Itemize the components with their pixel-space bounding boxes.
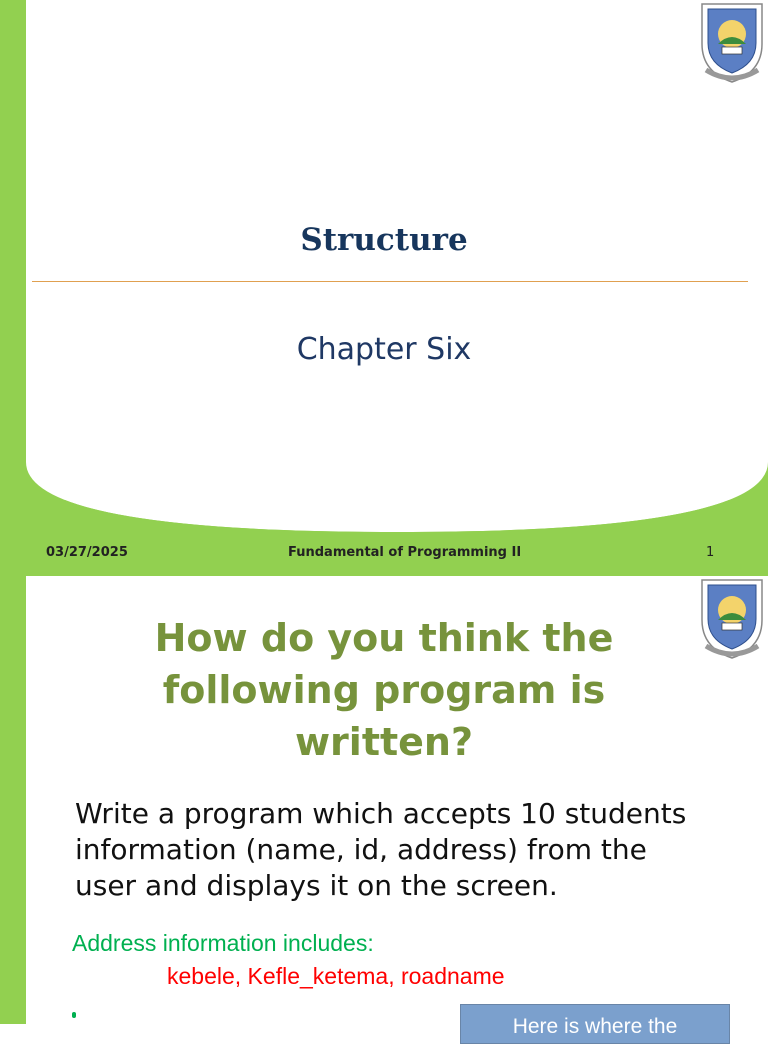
university-logo bbox=[696, 0, 768, 84]
slide-heading: How do you think the following program is written? bbox=[154, 616, 614, 764]
slide-subtitle: Chapter Six bbox=[296, 332, 472, 367]
footer-course-name: Fundamental of Programming II bbox=[288, 545, 522, 560]
callout-box: Here is where the bbox=[460, 1004, 730, 1044]
university-logo bbox=[696, 576, 768, 660]
slide-title: Structure bbox=[300, 222, 468, 258]
title-divider bbox=[32, 281, 748, 282]
problem-statement: Write a program which accepts 10 students information (name, id, address) from the user and displays it on the screen. bbox=[75, 797, 687, 902]
bottom-curve-decoration bbox=[26, 452, 768, 532]
left-green-bar bbox=[0, 576, 26, 1024]
university-seal-icon bbox=[696, 0, 768, 84]
address-label: Address information includes: bbox=[72, 930, 374, 956]
university-seal-icon bbox=[696, 576, 768, 660]
bullet-marker bbox=[72, 1012, 76, 1018]
content-slide bbox=[0, 576, 768, 1038]
footer-page-number: 1 bbox=[706, 545, 715, 560]
address-fields: kebele, Kefle_ketema, roadname bbox=[167, 963, 505, 989]
footer-date: 03/27/2025 bbox=[46, 545, 128, 560]
